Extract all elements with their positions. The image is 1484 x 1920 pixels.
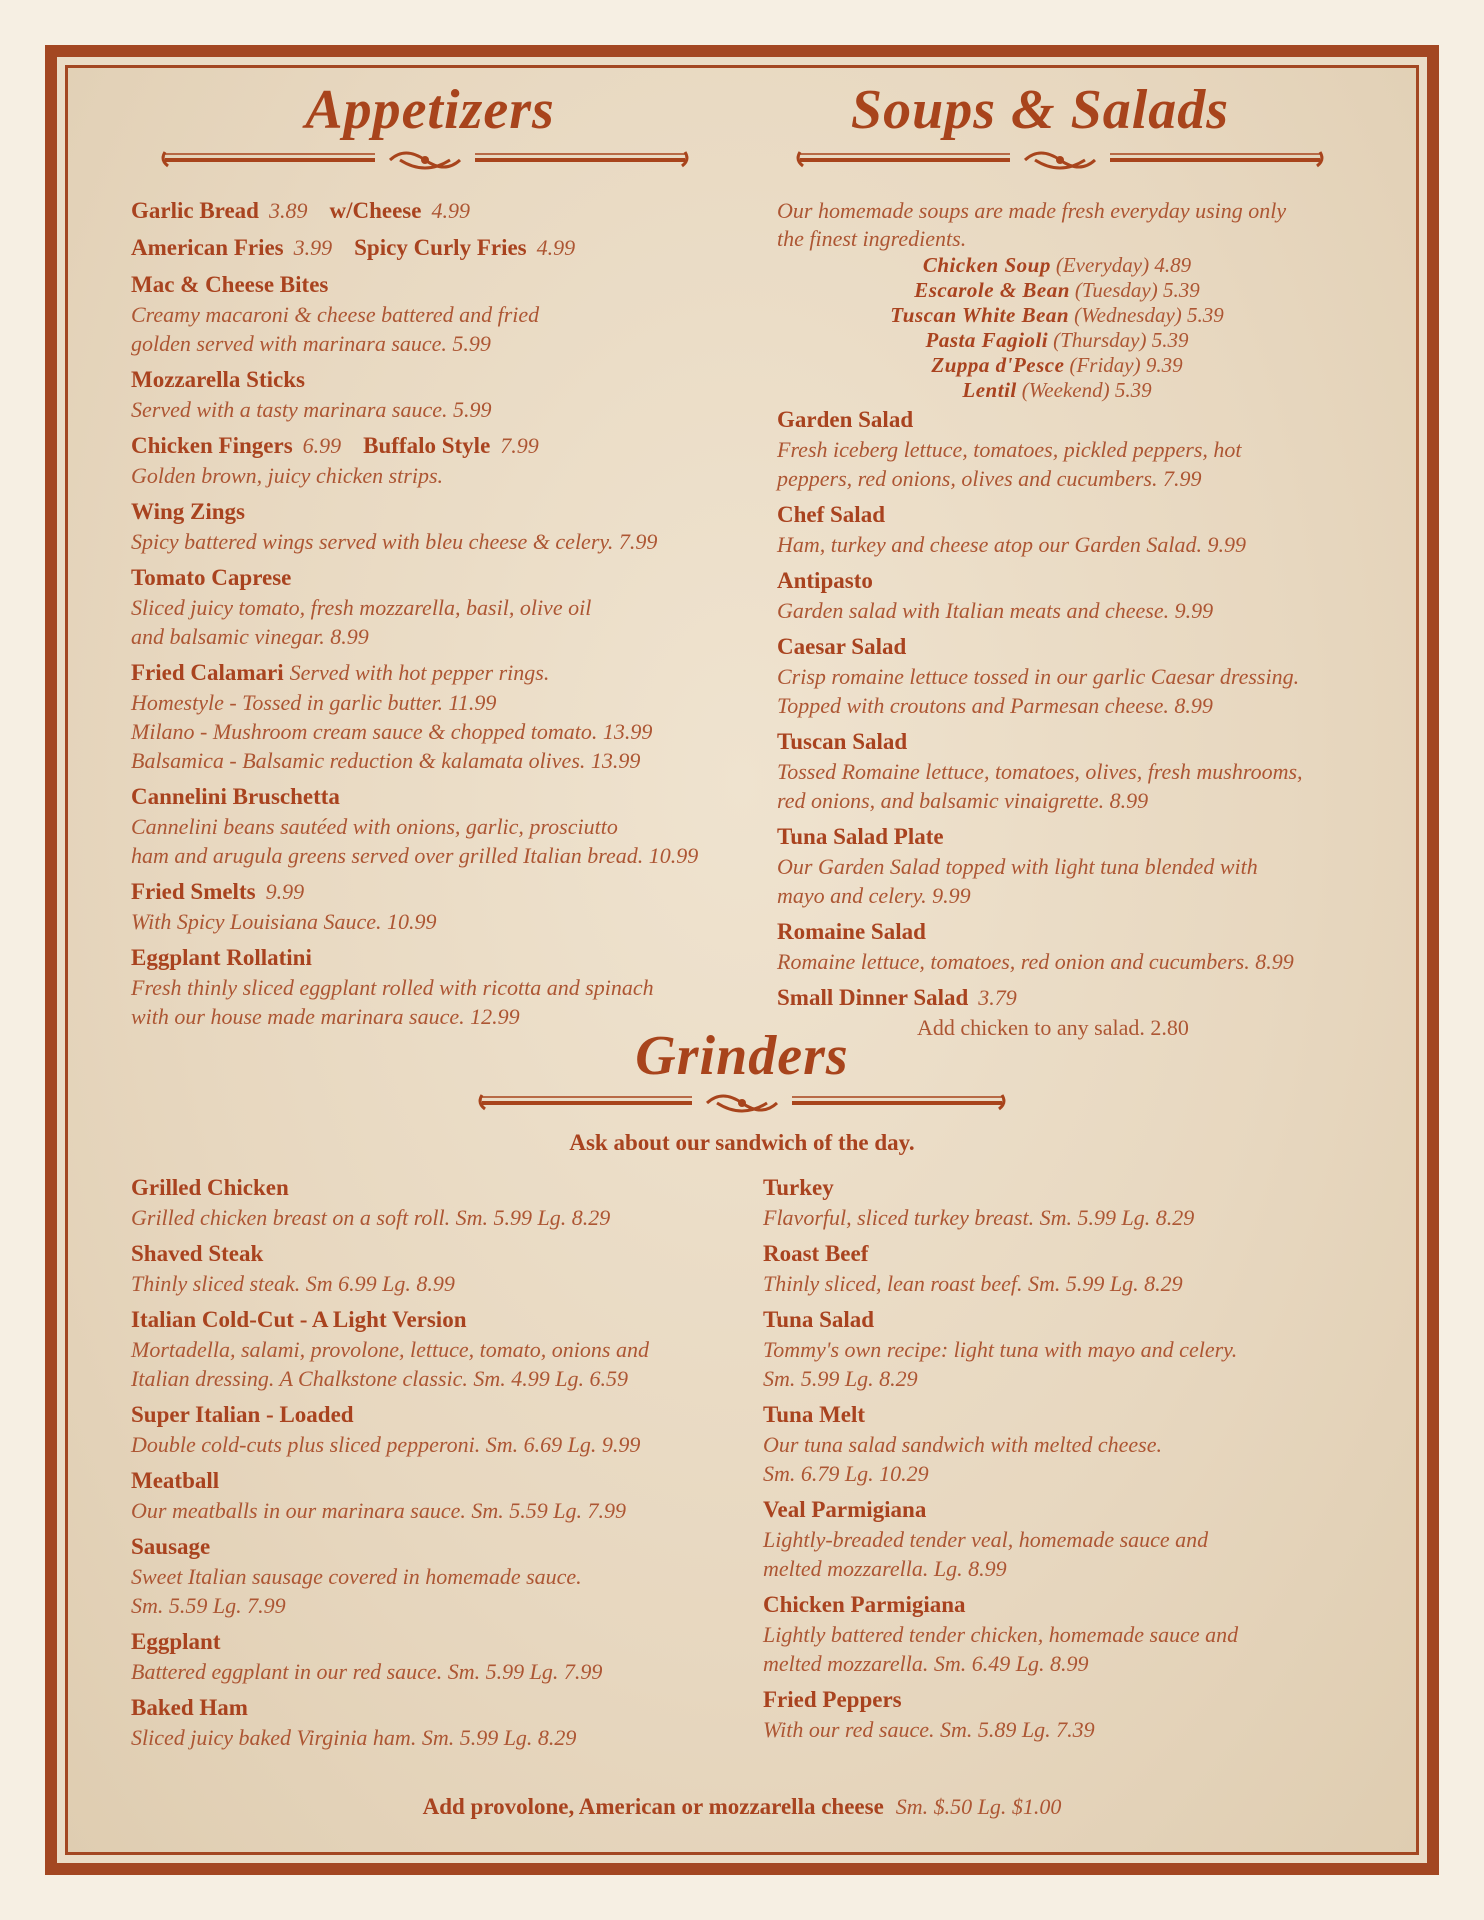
item-variant-name: w/Cheese [329, 198, 422, 223]
appetizers-title: Appetizers [305, 79, 555, 141]
soup-name: Lentil [962, 378, 1017, 402]
menu-item-header [131, 1627, 751, 1657]
menu-item [131, 782, 771, 870]
menu-item-header [777, 983, 1397, 1013]
item-name: Antipasto [777, 568, 873, 593]
soup-intro: Our homemade soups are made fresh everyday using only the finest ingredients. [777, 198, 1287, 251]
menu-item [763, 1495, 1383, 1583]
salad-list [777, 405, 1397, 1042]
menu-item-header [131, 270, 771, 300]
menu-item-header [131, 365, 771, 395]
menu-item [131, 943, 771, 1031]
item-description: Balsamica - Balsamic reduction & kalamata olives. 13.99 [131, 748, 641, 773]
item-variant-name: Buffalo Style [363, 433, 491, 458]
menu-item [131, 270, 771, 358]
item-description: Add chicken to any salad. 2.80 [917, 1015, 1189, 1040]
menu-item [777, 917, 1397, 976]
item-description: Creamy macaroni & cheese battered and fried [131, 302, 540, 327]
menu-item [777, 405, 1397, 493]
item-name: Roast Beef [763, 1241, 869, 1266]
appetizers-list [131, 196, 771, 1038]
item-name: Meatball [131, 1468, 220, 1493]
menu-item-header [777, 566, 1397, 596]
item-name: Tomato Caprese [131, 565, 292, 590]
item-description: mayo and celery. 9.99 [777, 883, 971, 908]
menu-item [777, 727, 1397, 815]
menu-item [763, 1239, 1383, 1298]
item-description: and balsamic vinegar. 8.99 [131, 624, 369, 649]
item-description: Thinly sliced steak. Sm 6.99 Lg. 8.99 [131, 1271, 455, 1296]
item-description: Crisp romaine lettuce tossed in our garlic Caesar dressing. [777, 664, 1300, 689]
item-description: Fresh iceberg lettuce, tomatoes, pickled peppers, hot [777, 437, 1242, 462]
menu-item [777, 566, 1397, 625]
menu-item [131, 1400, 751, 1459]
grinders-title: Grinders [635, 1025, 849, 1087]
menu-item-header [763, 1239, 1383, 1269]
item-name: Chef Salad [777, 502, 885, 527]
cheese-addon-price: Sm. $.50 Lg. $1.00 [895, 1794, 1062, 1819]
menu-item [131, 365, 771, 424]
soup-day-price: (Tuesday) 5.39 [1074, 278, 1200, 302]
soup-day-price: (Wednesday) 5.39 [1074, 303, 1224, 327]
item-description: Topped with croutons and Parmesan cheese. 8.99 [777, 693, 1213, 718]
item-description: ham and arugula greens served over grilled Italian bread. 10.99 [131, 843, 699, 868]
item-name: Turkey [763, 1175, 834, 1200]
item-name: Eggplant [131, 1629, 221, 1654]
item-name: Garden Salad [777, 407, 914, 432]
item-description: Sm. 5.99 Lg. 8.29 [763, 1366, 918, 1391]
item-name: Chicken Parmigiana [763, 1592, 966, 1617]
menu-item [131, 1627, 751, 1686]
item-name: Romaine Salad [777, 919, 926, 944]
item-description: red onions, and balsamic vinaigrette. 8.99 [777, 788, 1149, 813]
item-name: Tuscan Salad [777, 729, 908, 754]
menu-item [131, 1173, 751, 1232]
menu-item [131, 1693, 751, 1752]
menu-item-header [763, 1305, 1383, 1335]
item-name: Italian Cold-Cut - A Light Version [131, 1307, 467, 1332]
item-description: Lightly battered tender chicken, homemade sauce and [763, 1622, 1239, 1647]
cheese-addon-line [0, 1792, 1484, 1822]
item-description: Cannelini beans sautéed with onions, garlic, prosciutto [131, 814, 618, 839]
item-name: Mozzarella Sticks [131, 367, 305, 392]
item-description: Tossed Romaine lettuce, tomatoes, olives, fresh mushrooms, [777, 759, 1303, 784]
item-variant-price: 4.99 [536, 235, 576, 260]
menu-item [763, 1590, 1383, 1678]
menu-item-header [131, 1305, 751, 1335]
item-description: Served with a tasty marinara sauce. 5.99 [131, 397, 492, 422]
item-description: Italian dressing. A Chalkstone classic. Sm. 4.99 Lg. 6.59 [131, 1366, 629, 1391]
menu-item-header [131, 1400, 751, 1430]
item-name: Wing Zings [131, 499, 245, 524]
item-description: peppers, red onions, olives and cucumbers. 7.99 [777, 466, 1202, 491]
item-price: 6.99 [302, 433, 342, 458]
item-name: Eggplant Rollatini [131, 945, 312, 970]
item-description: Our meatballs in our marinara sauce. Sm. 5.59 Lg. 7.99 [131, 1498, 627, 1523]
menu-item [131, 233, 771, 263]
item-name: Fried Peppers [763, 1687, 902, 1712]
item-description: Our Garden Salad topped with light tuna blended with [777, 854, 1258, 879]
menu-item [131, 658, 771, 775]
item-description: Sm. 6.79 Lg. 10.29 [763, 1461, 929, 1486]
appetizers-flourish [160, 146, 690, 174]
menu-item [131, 431, 771, 490]
soups-salads-list [777, 197, 1397, 1049]
soup-day-price: (Friday) 9.39 [1069, 353, 1183, 377]
item-variant-price: 4.99 [431, 198, 470, 223]
item-description: Mortadella, salami, provolone, lettuce, tomato, onions and [131, 1337, 649, 1362]
menu-item-header [131, 782, 771, 812]
menu-item [131, 877, 771, 936]
item-description: With Spicy Louisiana Sauce. 10.99 [131, 909, 437, 934]
menu-item [763, 1173, 1383, 1232]
menu-item-header [763, 1400, 1383, 1430]
menu-item-header [131, 877, 771, 907]
soup-row [777, 353, 1337, 378]
item-name: Fried Calamari [131, 660, 284, 685]
item-price: 9.99 [265, 879, 305, 904]
item-name: Tuna Salad [763, 1307, 875, 1332]
item-description: Garden salad with Italian meats and cheese. 9.99 [777, 598, 1214, 623]
item-name: Fried Smelts [131, 879, 256, 904]
soup-row [777, 253, 1337, 278]
menu-item [777, 500, 1397, 559]
menu-item-header [131, 1173, 751, 1203]
grinders-left-list [131, 1173, 751, 1759]
item-description: Sm. 5.59 Lg. 7.99 [131, 1593, 286, 1618]
item-variant-price: 7.99 [500, 433, 539, 458]
soup-of-the-day-list [777, 253, 1337, 403]
menu-item-header [131, 563, 771, 593]
menu-item [131, 1466, 751, 1525]
item-description: Our tuna salad sandwich with melted cheese. [763, 1432, 1163, 1457]
item-price: 3.89 [268, 198, 308, 223]
item-name: Baked Ham [131, 1695, 248, 1720]
menu-item-header [131, 431, 771, 461]
grinders-right-list [763, 1173, 1383, 1751]
item-description: Fresh thinly sliced eggplant rolled with ricotta and spinach [131, 975, 654, 1000]
menu-item-header [131, 497, 771, 527]
item-description: With our red sauce. Sm. 5.89 Lg. 7.39 [763, 1717, 1095, 1742]
menu-item [763, 1685, 1383, 1744]
item-name: Sausage [131, 1534, 211, 1559]
item-name: Cannelini Bruschetta [131, 784, 340, 809]
soups-salads-flourish [795, 146, 1325, 174]
soup-row [777, 303, 1337, 328]
menu-item [131, 497, 771, 556]
item-description: Ham, turkey and cheese atop our Garden Salad. 9.99 [777, 532, 1247, 557]
item-variant-name: Spicy Curly Fries [354, 235, 527, 260]
menu-item-header [131, 658, 771, 688]
item-name: American Fries [131, 235, 284, 260]
item-name: Caesar Salad [777, 634, 907, 659]
item-description: Homestyle - Tossed in garlic butter. 11.99 [131, 690, 497, 715]
item-name: Grilled Chicken [131, 1175, 289, 1200]
soup-day-price: (Everyday) 4.89 [1055, 253, 1192, 277]
item-description: Lightly-breaded tender veal, homemade sauce and [763, 1527, 1209, 1552]
item-price: 3.99 [293, 235, 333, 260]
item-name: Super Italian - Loaded [131, 1402, 354, 1427]
item-description: Sliced juicy baked Virginia ham. Sm. 5.99 Lg. 8.29 [131, 1725, 577, 1750]
item-description: golden served with marinara sauce. 5.99 [131, 331, 491, 356]
soup-name: Chicken Soup [922, 253, 1051, 277]
item-description: Flavorful, sliced turkey breast. Sm. 5.99 Lg. 8.29 [763, 1205, 1195, 1230]
item-description: melted mozzarella. Sm. 6.49 Lg. 8.99 [763, 1651, 1089, 1676]
menu-item-header [777, 500, 1397, 530]
soup-name: Tuscan White Bean [890, 303, 1070, 327]
menu-item-header [131, 233, 771, 263]
item-description: Sweet Italian sausage covered in homemade sauce. [131, 1564, 582, 1589]
menu-item [763, 1305, 1383, 1393]
soups-salads-title: Soups & Salads [850, 79, 1230, 141]
soup-day-price: (Thursday) 5.39 [1053, 328, 1189, 352]
menu-item-header [763, 1590, 1383, 1620]
item-description: melted mozzarella. Lg. 8.99 [763, 1556, 1007, 1581]
item-description: Grilled chicken breast on a soft roll. Sm. 5.99 Lg. 8.29 [131, 1205, 611, 1230]
soup-name: Pasta Fagioli [925, 328, 1049, 352]
menu-item-header [777, 822, 1397, 852]
soup-row [777, 328, 1337, 353]
menu-item [131, 196, 771, 226]
item-description: Thinly sliced, lean roast beef. Sm. 5.99 Lg. 8.29 [763, 1271, 1183, 1296]
menu-item-header [777, 917, 1397, 947]
menu-item-header [131, 1239, 751, 1269]
item-name: Shaved Steak [131, 1241, 264, 1266]
menu-item-header [763, 1685, 1383, 1715]
item-description: Spicy battered wings served with bleu cheese & celery. 7.99 [131, 529, 658, 554]
soup-day-price: (Weekend) 5.39 [1021, 378, 1152, 402]
menu-item [777, 822, 1397, 910]
item-name: Garlic Bread [131, 198, 259, 223]
menu-item [131, 1305, 751, 1393]
cheese-addon-text: Add provolone, American or mozzarella cheese [422, 1794, 884, 1819]
soup-row [777, 278, 1337, 303]
menu-item-header [131, 1466, 751, 1496]
item-name: Veal Parmigiana [763, 1497, 927, 1522]
soup-name: Escarole & Bean [914, 278, 1070, 302]
item-price: 3.79 [978, 985, 1017, 1010]
menu-item [131, 563, 771, 651]
item-description: Battered eggplant in our red sauce. Sm. 5.99 Lg. 7.99 [131, 1659, 603, 1684]
item-description: Romaine lettuce, tomatoes, red onion and cucumbers. 8.99 [777, 949, 1294, 974]
menu-item-header [777, 405, 1397, 435]
menu-item-header [131, 1532, 751, 1562]
item-name: Small Dinner Salad [777, 985, 969, 1010]
item-name: Tuna Melt [763, 1402, 866, 1427]
menu-item [763, 1400, 1383, 1488]
menu-item-header [131, 1693, 751, 1723]
menu-item [131, 1532, 751, 1620]
menu-item [131, 1239, 751, 1298]
menu-item-header [777, 727, 1397, 757]
item-description: Tommy's own recipe: light tuna with mayo and celery. [763, 1337, 1238, 1362]
item-description: Sliced juicy tomato, fresh mozzarella, basil, olive oil [131, 595, 592, 620]
item-name: Chicken Fingers [131, 433, 293, 458]
soup-name: Zuppa d'Pesce [931, 353, 1065, 377]
menu-item-header [777, 632, 1397, 662]
item-description: Double cold-cuts plus sliced pepperoni. Sm. 6.69 Lg. 9.99 [131, 1432, 641, 1457]
grinders-flourish [477, 1089, 1007, 1117]
menu-item-header [763, 1173, 1383, 1203]
menu-item-header [131, 943, 771, 973]
menu-item-header [131, 196, 771, 226]
grinders-subtitle: Ask about our sandwich of the day. [569, 1130, 915, 1155]
item-name: Tuna Salad Plate [777, 824, 944, 849]
item-inline-note: Served with hot pepper rings. [289, 660, 550, 685]
item-description: Milano - Mushroom cream sauce & chopped tomato. 13.99 [131, 719, 653, 744]
item-description: Golden brown, juicy chicken strips. [131, 463, 444, 488]
item-name: Mac & Cheese Bites [131, 272, 329, 297]
menu-item-header [763, 1495, 1383, 1525]
soup-row [777, 378, 1337, 403]
item-description: with our house made marinara sauce. 12.99 [131, 1004, 520, 1029]
menu-item [777, 632, 1397, 720]
